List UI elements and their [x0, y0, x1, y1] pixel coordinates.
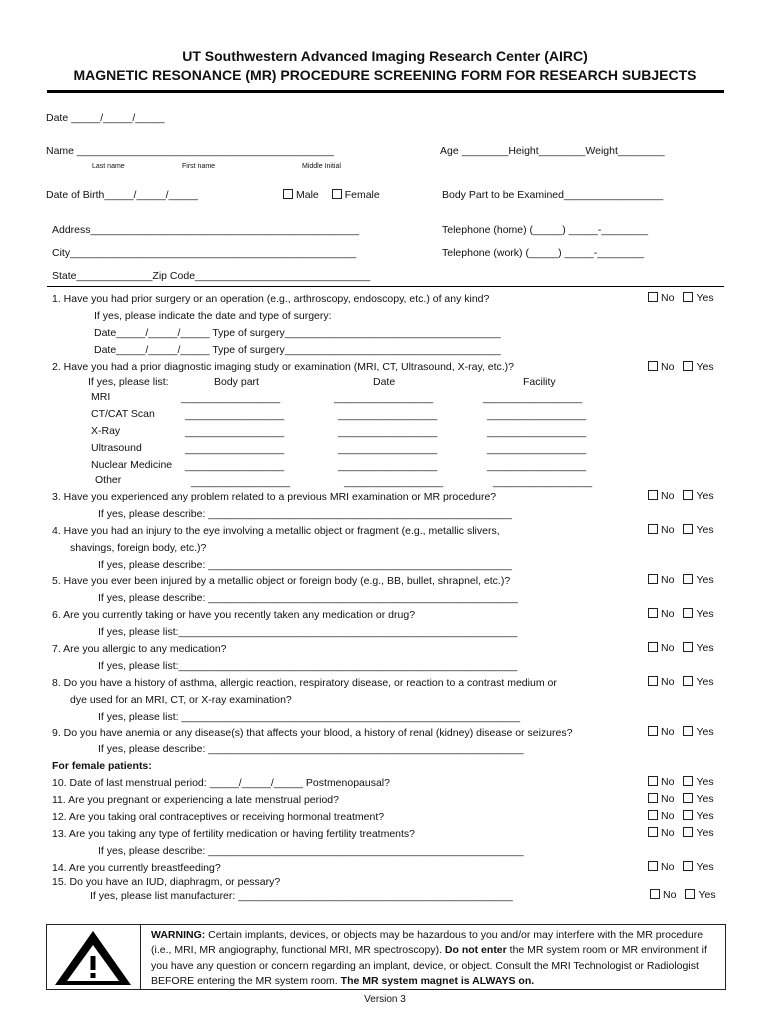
q2-row-ultrasound: Ultrasound — [91, 442, 142, 454]
q13-no-checkbox[interactable] — [648, 827, 658, 837]
male-checkbox[interactable] — [283, 189, 293, 199]
q15-options — [650, 889, 716, 901]
first-name-caption: First name — [182, 163, 216, 170]
q15-no-label: No — [663, 889, 677, 901]
form-title: UT Southwestern Advanced Imaging Research Center (AIRC) — [182, 48, 588, 64]
question-12: 12. Are you taking oral contraceptives or receiving hormonal treatment? — [52, 811, 385, 823]
q1-surgery-line-1[interactable]: Date_____/_____/_____ Type of surgery_____________________________________ — [94, 327, 501, 339]
question-11: 11. Are you pregnant or experiencing a late menstrual period? — [52, 794, 339, 806]
q13-options — [648, 827, 714, 839]
q7-no-checkbox[interactable] — [648, 642, 658, 652]
q2-blank-xray-facility[interactable]: _________________ — [487, 426, 587, 438]
q3-describe-field[interactable]: If yes, please describe: ____________________________________________________ — [98, 508, 512, 520]
q4-no-label: No — [661, 524, 675, 536]
q2-blank-ct-bodypart[interactable]: _________________ — [185, 409, 285, 421]
date-field[interactable]: Date _____/_____/_____ — [46, 112, 165, 124]
q8-options — [648, 676, 714, 688]
q2-blank-xray-bodypart[interactable]: _________________ — [185, 426, 285, 438]
q9-no-label: No — [661, 726, 675, 738]
q15-yes-label: Yes — [698, 889, 716, 901]
q14-yes-label: Yes — [696, 861, 714, 873]
q6-yes-checkbox[interactable] — [683, 608, 693, 618]
q13-yes-checkbox[interactable] — [683, 827, 693, 837]
q9-options — [648, 726, 714, 738]
male-label: Male — [296, 189, 319, 201]
q8-list-field[interactable]: If yes, please list: __________________________________________________________ — [98, 711, 521, 723]
q2-column-date: Date — [373, 376, 396, 388]
q2-column-body-part: Body part — [214, 376, 259, 388]
q12-yes-label: Yes — [696, 810, 714, 822]
warning-text-part-1: Certain implants, devices, or objects may be hazardous to you and/or may interfere with the MR procedure (i.e., MRI, MR angiography, functional MRI, MR spectroscopy). — [151, 929, 704, 957]
q2-blank-nuclear-bodypart[interactable]: _________________ — [185, 460, 285, 472]
q14-yes-checkbox[interactable] — [683, 861, 693, 871]
q7-yes-checkbox[interactable] — [683, 642, 693, 652]
q2-blank-mri-facility[interactable]: _________________ — [483, 392, 583, 404]
q5-yes-label: Yes — [696, 574, 714, 586]
form-subtitle: MAGNETIC RESONANCE (MR) PROCEDURE SCREENING FORM FOR RESEARCH SUBJECTS — [73, 67, 697, 83]
name-field[interactable]: Name ____________________________________________ — [46, 145, 334, 157]
q3-options — [648, 490, 714, 502]
q1-yes-label: Yes — [696, 292, 714, 304]
question-5: 5. Have you ever been injured by a metallic object or foreign body (e.g., BB, bullet, shrapnel, etc.)? — [52, 575, 511, 587]
q3-no-checkbox[interactable] — [648, 490, 658, 500]
warning-label: WARNING: — [151, 929, 206, 941]
q2-yes-label: Yes — [696, 361, 714, 373]
q10-yes-label: Yes — [696, 776, 714, 788]
telephone-home-field[interactable]: Telephone (home) (_____) _____-________ — [442, 224, 649, 236]
question-13: 13. Are you taking any type of fertility medication or having fertility treatments? — [52, 828, 416, 840]
warning-magnet-always-on: The MR system magnet is ALWAYS on. — [340, 975, 535, 988]
q2-no-label: No — [661, 361, 675, 373]
q8-yes-label: Yes — [696, 676, 714, 688]
q6-yes-label: Yes — [696, 608, 714, 620]
q2-yes-checkbox[interactable] — [683, 361, 693, 371]
q2-blank-nuclear-date[interactable]: _________________ — [338, 460, 438, 472]
middle-initial-caption: Middle Initial — [302, 163, 341, 170]
question-4-continued: shavings, foreign body, etc.)? — [70, 542, 207, 554]
q4-yes-checkbox[interactable] — [683, 524, 693, 534]
q1-no-label: No — [661, 292, 675, 304]
sex-options — [283, 189, 380, 201]
q2-options — [648, 361, 714, 373]
question-2: 2. Have you had a prior diagnostic imaging study or examination (MRI, CT, Ultrasound, X-ray, etc.)? — [52, 361, 515, 373]
question-6: 6. Are you currently taking or have you recently taken any medication or drug? — [52, 609, 416, 621]
q1-instruction: If yes, please indicate the date and type of surgery: — [94, 310, 332, 322]
q2-blank-other-bodypart[interactable]: _________________ — [191, 476, 291, 488]
q6-options — [648, 608, 714, 620]
q2-row-xray: X-Ray — [91, 425, 121, 437]
q2-if-yes-label: If yes, please list: — [88, 376, 169, 388]
q2-blank-ultrasound-date[interactable]: _________________ — [338, 443, 438, 455]
city-field[interactable]: City_________________________________________________ — [52, 247, 357, 259]
q2-blank-ct-facility[interactable]: _________________ — [487, 409, 587, 421]
q2-blank-nuclear-facility[interactable]: _________________ — [487, 460, 587, 472]
q13-yes-label: Yes — [696, 827, 714, 839]
age-height-weight-field[interactable]: Age ________Height________Weight________ — [440, 145, 665, 157]
q9-no-checkbox[interactable] — [648, 726, 658, 736]
question-15: 15. Do you have an IUD, diaphragm, or pessary? — [52, 876, 281, 888]
q2-row-ct: CT/CAT Scan — [91, 408, 155, 420]
address-field[interactable]: Address______________________________________________ — [52, 224, 360, 236]
warning-icon — [47, 925, 141, 989]
q1-yes-checkbox[interactable] — [683, 292, 693, 302]
q13-describe-field[interactable]: If yes, please describe: ______________________________________________________ — [98, 845, 524, 857]
last-name-caption: Last name — [92, 163, 125, 170]
q2-row-mri: MRI — [91, 391, 111, 403]
question-8-continued: dye used for an MRI, CT, or X-ray examination? — [70, 694, 292, 706]
female-checkbox[interactable] — [332, 189, 342, 199]
q2-blank-ultrasound-bodypart[interactable]: _________________ — [185, 443, 285, 455]
q10-no-checkbox[interactable] — [648, 776, 658, 786]
q14-options — [648, 861, 714, 873]
q10-options — [648, 776, 714, 788]
q12-yes-checkbox[interactable] — [683, 810, 693, 820]
q2-blank-ct-date[interactable]: _________________ — [338, 409, 438, 421]
female-label: Female — [344, 189, 380, 201]
q2-row-other: Other — [95, 474, 122, 486]
warning-text — [151, 928, 719, 990]
q5-no-label: No — [661, 574, 675, 586]
q12-no-label: No — [661, 810, 675, 822]
section-divider — [47, 286, 724, 287]
q3-yes-checkbox[interactable] — [683, 490, 693, 500]
q2-blank-mri-date[interactable]: _________________ — [334, 392, 434, 404]
q5-yes-checkbox[interactable] — [683, 574, 693, 584]
q11-yes-checkbox[interactable] — [683, 793, 693, 803]
q6-no-label: No — [661, 608, 675, 620]
header-rule — [47, 90, 724, 93]
q8-no-label: No — [661, 676, 675, 688]
q12-options — [648, 810, 714, 822]
q3-no-label: No — [661, 490, 675, 502]
q3-yes-label: Yes — [696, 490, 714, 502]
body-part-field[interactable]: Body Part to be Examined_________________ — [442, 189, 664, 201]
q12-no-checkbox[interactable] — [648, 810, 658, 820]
q7-no-label: No — [661, 642, 675, 654]
q6-list-field[interactable]: If yes, please list:__________________________________________________________ — [98, 626, 518, 638]
question-10: 10. Date of last menstrual period: _____/_____/_____ Postmenopausal? — [52, 777, 390, 789]
q2-blank-other-facility[interactable]: _________________ — [493, 476, 593, 488]
question-1: 1. Have you had prior surgery or an operation (e.g., arthroscopy, endoscopy, etc.) of any kind? — [52, 293, 490, 305]
q9-yes-checkbox[interactable] — [683, 726, 693, 736]
question-7: 7. Are you allergic to any medication? — [52, 643, 227, 655]
question-4: 4. Have you had an injury to the eye involving a metallic object or fragment (e.g., metallic slivers, — [52, 525, 500, 537]
q8-no-checkbox[interactable] — [648, 676, 658, 686]
q11-options — [648, 793, 714, 805]
q7-yes-label: Yes — [696, 642, 714, 654]
q7-list-field[interactable]: If yes, please list:__________________________________________________________ — [98, 660, 518, 672]
question-3: 3. Have you experienced any problem related to a previous MRI examination or MR procedure? — [52, 491, 497, 503]
q2-column-facility: Facility — [523, 376, 556, 388]
q2-no-checkbox[interactable] — [648, 361, 658, 371]
q4-yes-label: Yes — [696, 524, 714, 536]
q11-no-label: No — [661, 793, 675, 805]
q15-no-checkbox[interactable] — [650, 889, 660, 899]
q8-yes-checkbox[interactable] — [683, 676, 693, 686]
q15-manufacturer-field[interactable]: If yes, please list manufacturer: _______________________________________________ — [90, 890, 513, 902]
q4-no-checkbox[interactable] — [648, 524, 658, 534]
telephone-work-field[interactable]: Telephone (work) (_____) _____-________ — [442, 247, 644, 259]
warning-text-part-2: the MR system room or MR environment if you have any question or concern regarding an implant, device, or object. Consult the MRI Technologist or Radiologist BEFORE entering the MR system room. — [151, 944, 707, 988]
warning-box — [46, 924, 726, 990]
q2-row-nuclear-medicine: Nuclear Medicine — [91, 459, 173, 471]
q14-no-label: No — [661, 861, 675, 873]
q2-blank-mri-bodypart[interactable]: _________________ — [181, 392, 281, 404]
q15-yes-checkbox[interactable] — [685, 889, 695, 899]
female-section-heading: For female patients: — [52, 760, 152, 772]
q11-no-checkbox[interactable] — [648, 793, 658, 803]
warning-do-not-enter: Do not enter — [444, 944, 507, 957]
q2-blank-ultrasound-facility[interactable]: _________________ — [487, 443, 587, 455]
q10-yes-checkbox[interactable] — [683, 776, 693, 786]
q7-options — [648, 642, 714, 654]
q1-options — [648, 292, 714, 304]
version-label: Version 3 — [364, 994, 406, 1005]
q14-no-checkbox[interactable] — [648, 861, 658, 871]
question-8: 8. Do you have a history of asthma, allergic reaction, respiratory disease, or reaction to a contrast medium or — [52, 677, 557, 689]
question-14: 14. Are you currently breastfeeding? — [52, 862, 221, 874]
q2-blank-xray-date[interactable]: _________________ — [338, 426, 438, 438]
q4-describe-field[interactable]: If yes, please describe: ____________________________________________________ — [98, 559, 512, 571]
q13-no-label: No — [661, 827, 675, 839]
q9-describe-field[interactable]: If yes, please describe: ______________________________________________________ — [98, 743, 524, 755]
q5-no-checkbox[interactable] — [648, 574, 658, 584]
q5-describe-field[interactable]: If yes, please describe: _____________________________________________________ — [98, 592, 518, 604]
state-zip-field[interactable]: State_____________Zip Code______________________________ — [52, 270, 371, 282]
q11-yes-label: Yes — [696, 793, 714, 805]
q1-surgery-line-2[interactable]: Date_____/_____/_____ Type of surgery_____________________________________ — [94, 344, 501, 356]
q9-yes-label: Yes — [696, 726, 714, 738]
q10-no-label: No — [661, 776, 675, 788]
q4-options — [648, 524, 714, 536]
q6-no-checkbox[interactable] — [648, 608, 658, 618]
q1-no-checkbox[interactable] — [648, 292, 658, 302]
question-9: 9. Do you have anemia or any disease(s) that affects your blood, a history of renal (kidney) disease or seizures? — [52, 727, 573, 739]
q5-options — [648, 574, 714, 586]
q2-blank-other-date[interactable]: _________________ — [344, 476, 444, 488]
dob-field[interactable]: Date of Birth_____/_____/_____ — [46, 189, 198, 201]
